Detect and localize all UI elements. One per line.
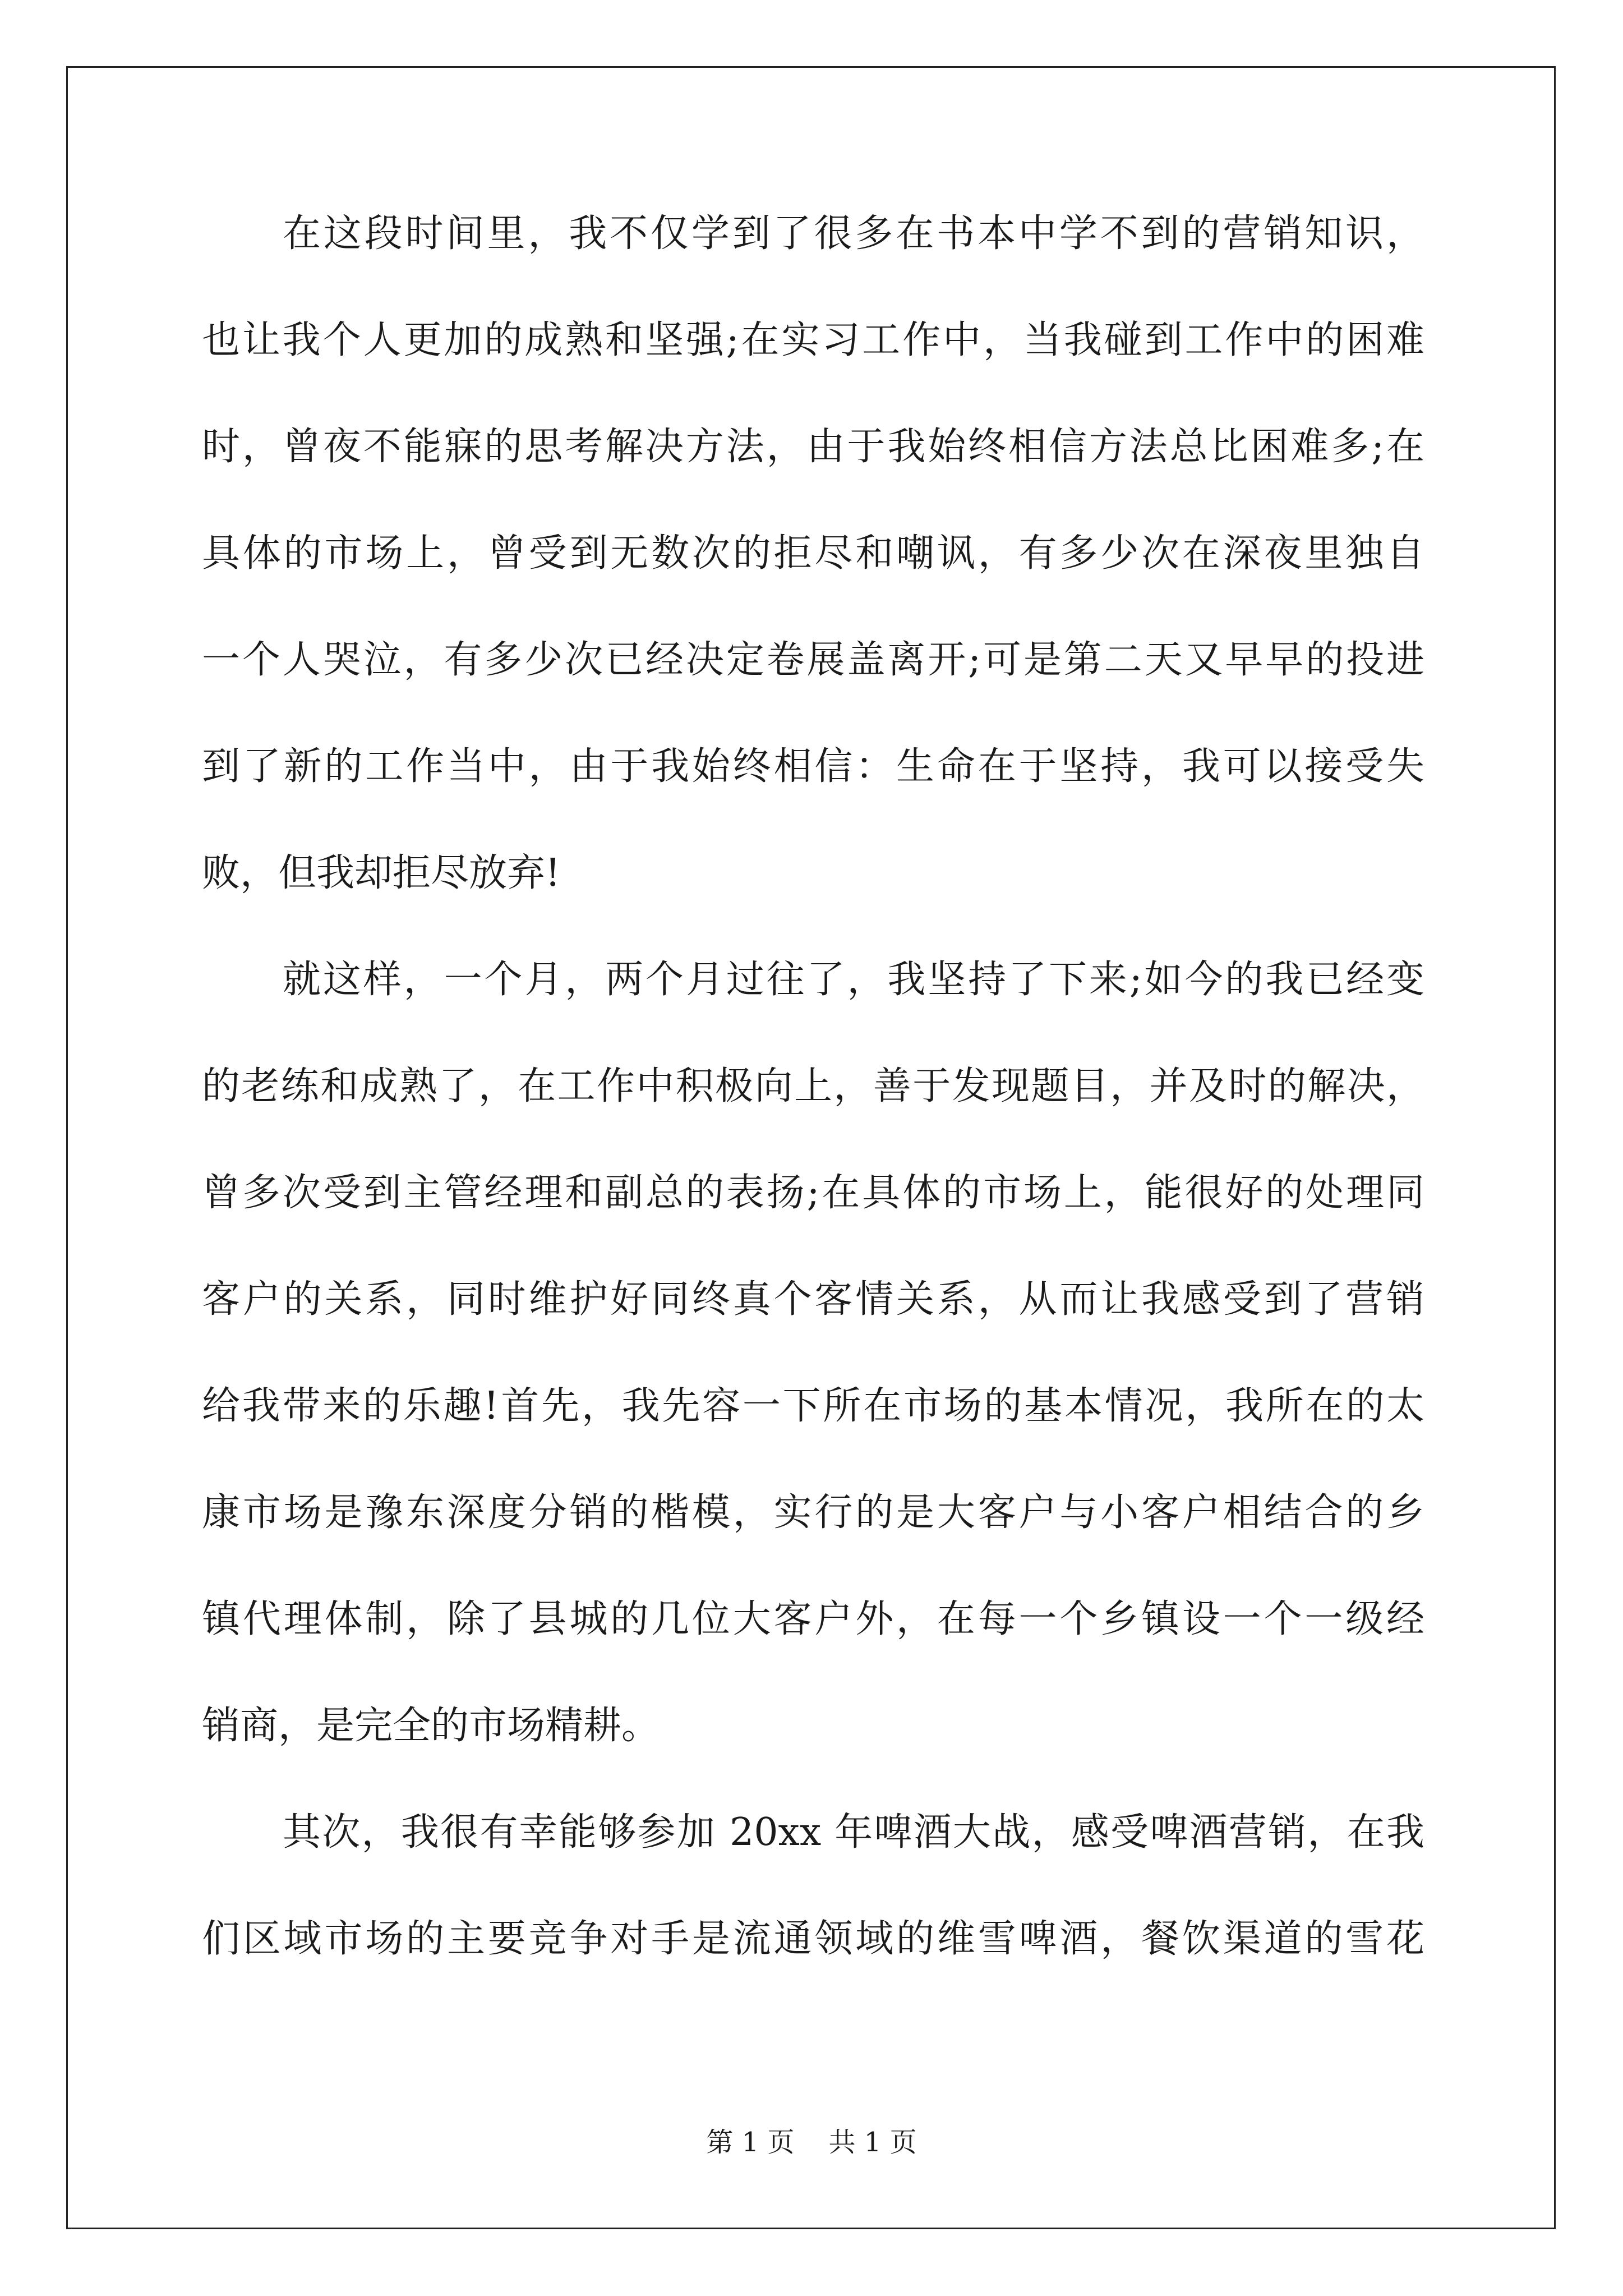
text-line: 败，但我却拒尽放弃! [202,851,561,895]
text-line: 的老练和成熟了，在工作中积极向上，善于发现题目，并及时的解决， [202,1064,1424,1108]
text-line: 在这段时间里，我不仅学到了很多在书本中学不到的营销知识， [283,211,1424,256]
text-line: 其次，我很有幸能够参加 20xx 年啤酒大战，感受啤酒营销，在我 [283,1810,1424,1855]
text-line: 们区域市场的主要竞争对手是流通领域的维雪啤酒，餐饮渠道的雪花 [202,1917,1424,1961]
text-line: 就这样，一个月，两个月过往了，我坚持了下来;如今的我已经变 [283,958,1424,1002]
text-line: 销商，是完全的市场精耕。 [202,1704,660,1748]
text-line: 具体的市场上，曾受到无数次的拒尽和嘲讽，有多少次在深夜里独自 [202,531,1424,576]
text-line: 也让我个人更加的成熟和坚强;在实习工作中，当我碰到工作中的困难 [202,318,1424,362]
text-line: 到了新的工作当中，由于我始终相信：生命在于坚持，我可以接受失 [202,744,1424,789]
text-line: 曾多次受到主管经理和副总的表扬;在具体的市场上，能很好的处理同 [202,1171,1424,1215]
text-line: 给我带来的乐趣!首先，我先容一下所在市场的基本情况，我所在的太 [202,1384,1424,1428]
text-line: 客户的关系，同时维护好同终真个客情关系，从而让我感受到了营销 [202,1277,1424,1322]
text-line: 时，曾夜不能寐的思考解决方法，由于我始终相信方法总比困难多;在 [202,425,1424,469]
text-line: 康市场是豫东深度分销的楷模，实行的是大客户与小客户相结合的乡 [202,1490,1424,1535]
text-line: 一个人哭泣，有多少次已经决定卷展盖离开;可是第二天又早早的投进 [202,638,1424,682]
page-number: 第 1 页 共 1 页 [706,2127,917,2158]
text-line: 镇代理体制，除了县城的几位大客户外，在每一个乡镇设一个一级经 [202,1597,1424,1641]
document-body [202,211,1424,2027]
